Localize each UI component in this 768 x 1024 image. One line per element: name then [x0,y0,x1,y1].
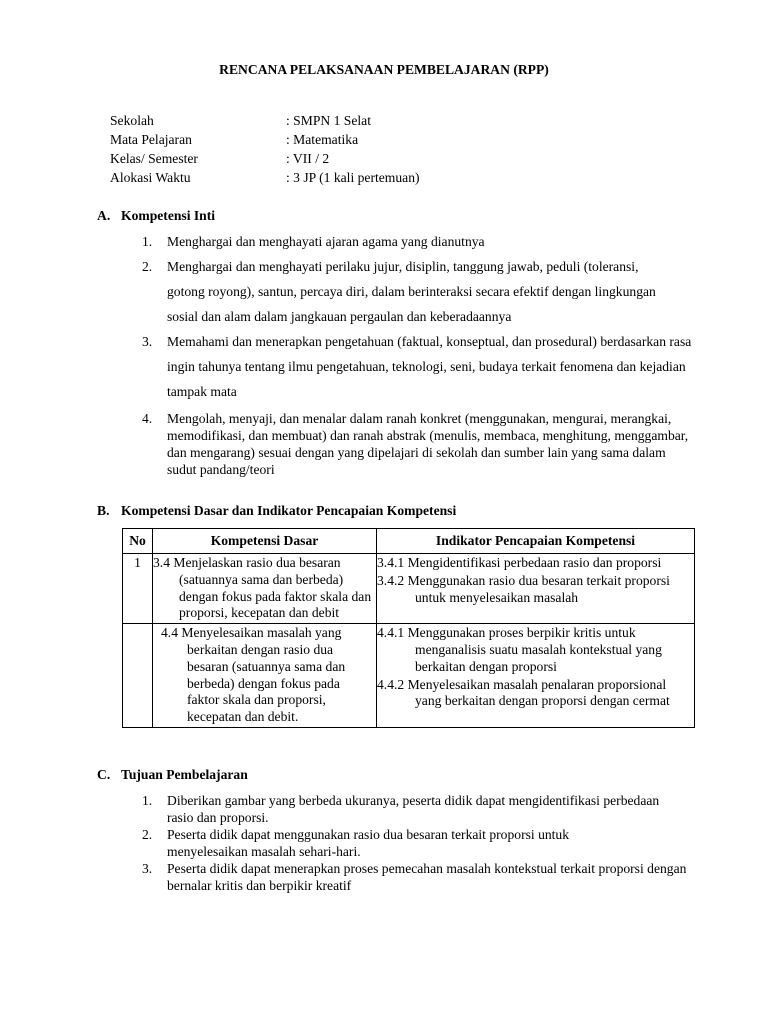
list-item-text: Menghargai dan menghayati ajaran agama yang dianutnya [167,234,485,249]
identity-row [110,112,610,131]
list-item-text: Peserta didik dapat menggunakan rasio dua besaran terkait proporsi untuk menyelesaikan masalah sehari-hari. [167,827,570,859]
kd-cell [153,554,377,624]
identity-block [110,112,610,188]
section-a-heading [97,207,215,224]
identity-row [110,169,610,188]
ipk-item: 3.4.2 Menggunakan rasio dua besaran terkait proporsi untuk menyelesaikan masalah [377,572,670,605]
ipk-cell [377,554,695,624]
section-c-title: Tujuan Pembelajaran [121,767,248,782]
list-item [142,254,677,329]
identity-label: Alokasi Waktu [110,170,191,185]
ipk-cell [377,624,695,728]
competency-table [122,528,695,728]
list-item-text: Memahami dan menerapkan pengetahuan (faktual, konseptual, dan prosedural) berdasarkan rasa ingin tahunya tentang ilmu pengetahuan, teknologi, seni, budaya terkait fenomena dan kejadian tampak mata [167,334,692,399]
section-a-title: Kompetensi Inti [121,208,216,223]
list-item-number: 3. [142,861,153,876]
ipk-item: 3.4.1 Mengidentifikasi perbedaan rasio dan proporsi [377,555,662,570]
list-item [142,329,692,404]
identity-label: Kelas/ Semester [110,151,198,166]
row-number: 1 [123,554,153,624]
tujuan-pembelajaran-list [142,792,687,894]
section-b-letter: B. [97,503,110,518]
list-item-number: 4. [142,411,153,426]
section-b-heading [97,502,456,519]
ipk-item: 4.4.2 Menyelesaikan masalah penalaran proporsional yang berkaitan dengan proporsi dengan cermat [377,676,670,709]
column-header-kd: Kompetensi Dasar [153,529,377,554]
column-header-ipk: Indikator Pencapaian Kompetensi [377,529,695,554]
identity-row [110,150,610,169]
list-item [142,410,695,478]
list-item [142,233,702,250]
list-item-number: 2. [142,259,153,274]
section-c-letter: C. [97,767,111,782]
identity-value: : VII / 2 [286,151,330,166]
list-item-number: 3. [142,334,153,349]
identity-label: Mata Pelajaran [110,132,192,147]
table-row [123,624,695,728]
kd-cell [153,624,377,728]
list-item [142,860,687,894]
list-item-text: Mengolah, menyaji, dan menalar dalam ranah konkret (menggunakan, mengurai, merangkai, memodifikasi, dan membuat) dan ranah abstrak (menulis, membaca, menghitung, menggambar, dan mengarang) sesuai dengan yang dipelajari di sekolah dan sumber lain yang sama dalam sudut pandang/teori [167,411,689,477]
identity-value: : SMPN 1 Selat [286,113,371,128]
identity-value: : 3 JP (1 kali pertemuan) [286,170,420,185]
kd-text: 4.4 Menyelesaikan masalah yang berkaitan dengan rasio dua besaran (satuannya sama dan berbeda) dengan fokus pada faktor skala dan proporsi, kecepatan dan debit. [161,625,346,725]
list-item-number: 1. [142,793,153,808]
row-number [123,624,153,728]
section-a-letter: A. [97,208,111,223]
identity-row [110,131,610,150]
list-item-number: 1. [142,234,153,249]
table-row [123,554,695,624]
document-title: RENCANA PELAKSANAAN PEMBELAJARAN (RPP) [219,62,549,77]
ipk-item: 4.4.1 Menggunakan proses berpikir kritis untuk menganalisis suatu masalah kontekstual yang berkaitan dengan proporsi [377,625,662,674]
list-item-text: Peserta didik dapat menerapkan proses pemecahan masalah kontekstual terkait proporsi dengan bernalar kritis dan berpikir kreatif [167,861,687,893]
list-item-number: 2. [142,827,153,842]
section-b-title: Kompetensi Dasar dan Indikator Pencapaian Kompetensi [121,503,457,518]
table-header-row [123,529,695,554]
list-item [142,792,677,826]
kd-text: 3.4 Menjelaskan rasio dua besaran (satuannya sama dan berbeda) dengan fokus pada faktor skala dan proporsi, kecepatan dan debit [153,555,372,621]
list-item-text: Diberikan gambar yang berbeda ukuranya, peserta didik dapat mengidentifikasi perbedaan rasio dan proporsi. [167,793,660,825]
section-c-heading [97,766,248,783]
identity-value: : Matematika [286,132,359,147]
list-item [142,826,627,860]
kompetensi-inti-list [142,233,702,486]
identity-label: Sekolah [110,113,154,128]
list-item-text: Menghargai dan menghayati perilaku jujur, disiplin, tanggung jawab, peduli (toleransi, gotong royong), santun, percaya diri, dalam berinteraksi secara efektif dengan lingkungan sosial dan alam dalam jangkauan pergaulan dan keberadaannya [167,259,656,324]
column-header-no: No [123,529,153,554]
